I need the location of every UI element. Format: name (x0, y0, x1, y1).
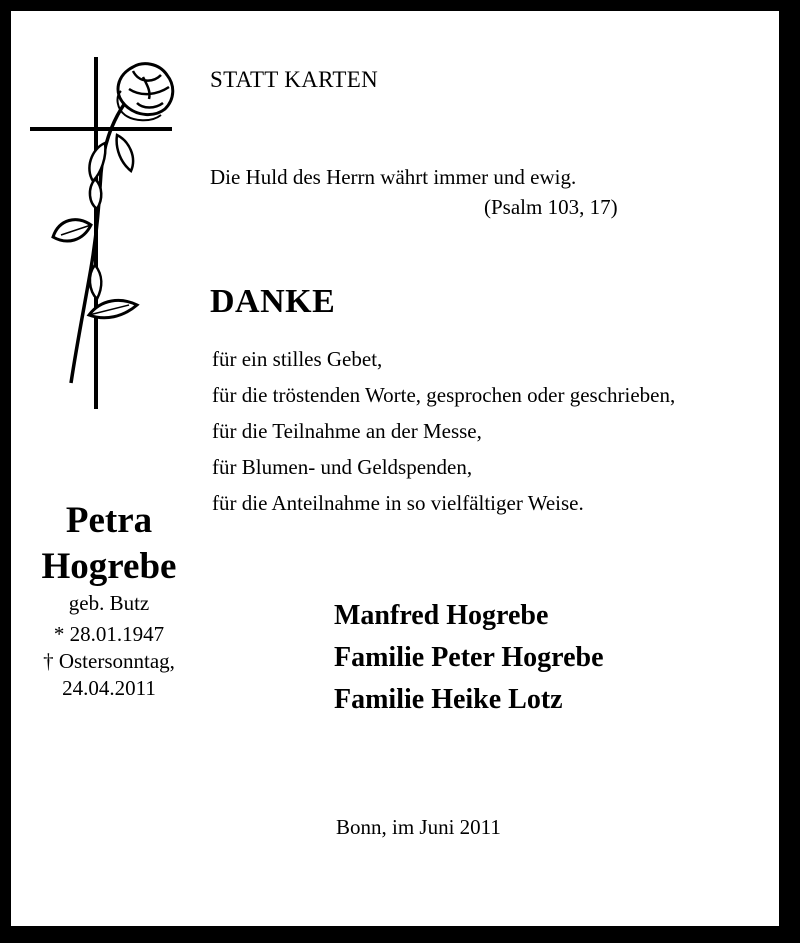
cross-with-rose-icon (25, 53, 185, 413)
bible-verse: Die Huld des Herrn währt immer und ewig. (210, 165, 577, 189)
thanks-heading: DANKE (210, 283, 336, 320)
thanks-line: für die Anteilnahme in so vielfältiger Weise. (212, 491, 584, 515)
mourners-list (334, 595, 604, 721)
deceased-birth: * 28.01.1947 (53, 622, 165, 646)
deceased-death: † Ostersonntag, (43, 649, 175, 673)
verse-reference: (Psalm 103, 17) (484, 195, 618, 219)
obituary-card (11, 11, 779, 926)
thanks-line: für ein stilles Gebet, (212, 347, 383, 371)
deceased-death-date: 24.04.2011 (62, 676, 156, 700)
header-statt-karten: STATT KARTEN (210, 67, 378, 92)
mourner-name: Familie Heike Lotz (334, 684, 563, 715)
thanks-line: für die Teilnahme an der Messe, (212, 419, 482, 443)
deceased-info (11, 498, 207, 702)
thanks-list (212, 341, 675, 521)
deceased-maiden-name: geb. Butz (68, 591, 150, 615)
place-date: Bonn, im Juni 2011 (336, 815, 501, 839)
mourner-name: Manfred Hogrebe (334, 600, 549, 631)
thanks-line: für Blumen- und Geldspenden, (212, 455, 473, 479)
deceased-first-name: Petra (65, 500, 153, 541)
mourner-name: Familie Peter Hogrebe (334, 642, 604, 673)
thanks-line: für die tröstenden Worte, gesprochen oder geschrieben, (212, 383, 676, 407)
deceased-last-name: Hogrebe (41, 546, 177, 587)
